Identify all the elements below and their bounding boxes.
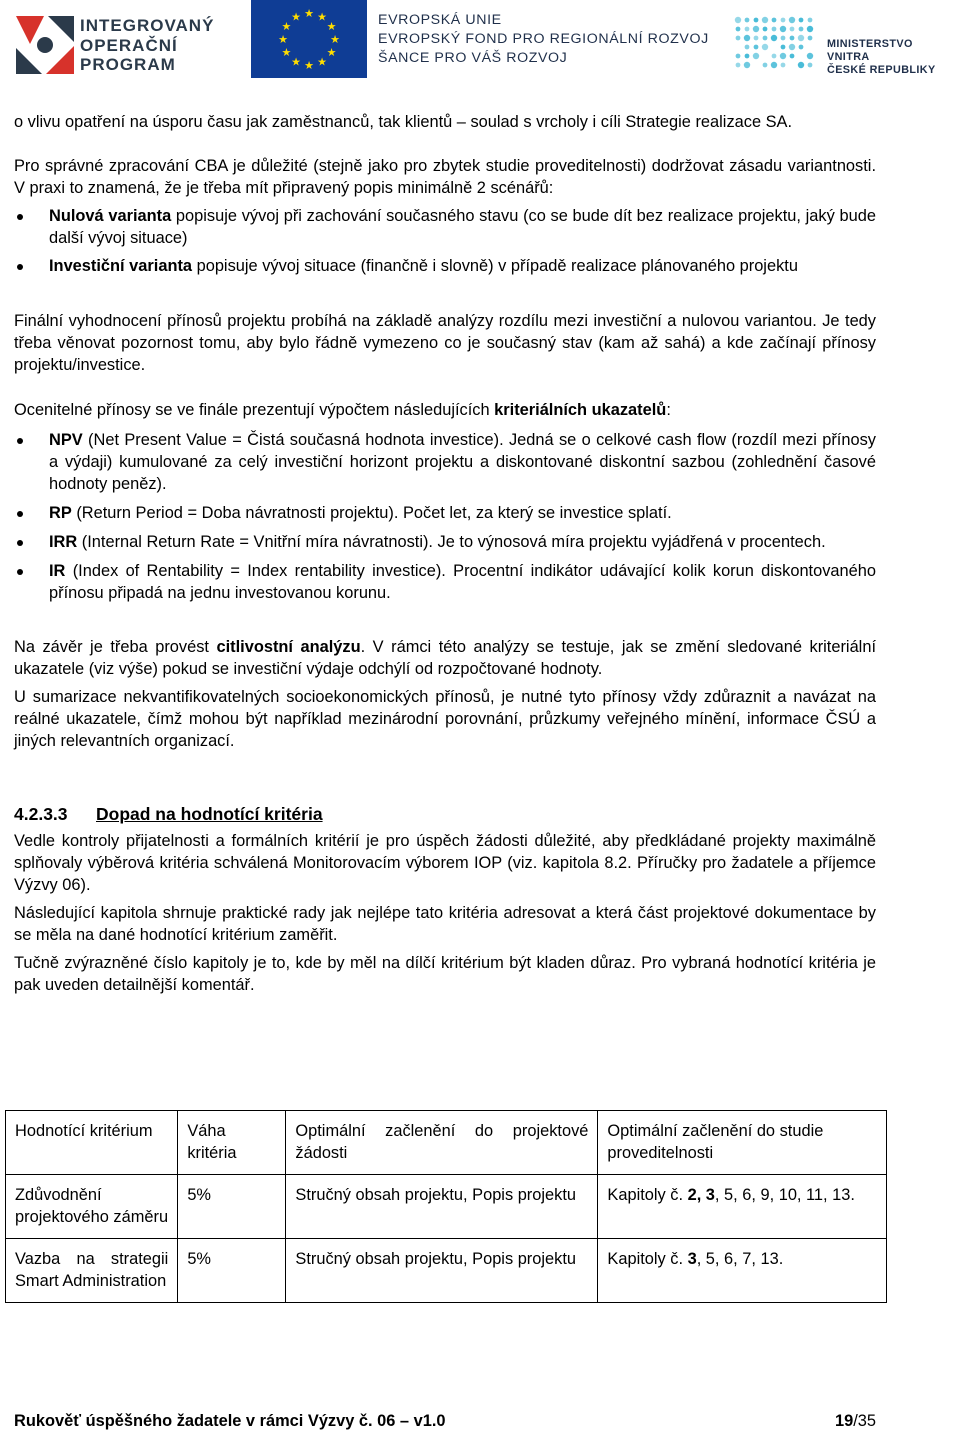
list-item — [14, 429, 876, 495]
iop-line-1: INTEGROVANÝ — [80, 16, 215, 35]
ministry-line-1: MINISTERSTVO VNITRA — [827, 38, 913, 63]
criterion-cell: Zdůvodnění projektového záměru — [6, 1175, 178, 1239]
ministry-wordmark — [827, 38, 956, 77]
indicator-term: RP — [49, 504, 72, 522]
indicator-term: IRR — [49, 533, 78, 551]
star-icon: ★ — [304, 8, 314, 20]
dot-shape — [744, 35, 750, 41]
eu-wordmark — [378, 11, 709, 68]
dot-shape — [808, 18, 813, 23]
scenario-term: Nulová varianta — [49, 207, 172, 225]
paragraph-chapter-summary: Následující kapitola shrnuje praktické rady jak nejlépe tato kritéria adresovat a která část projektové dokumentace by se měla na dané hodnotící kritérium zaměřit. — [14, 904, 876, 944]
scenario-text: popisuje vývoj situace (finančně i slovně) v případě realizace plánovaného projektu — [192, 257, 798, 275]
indicator-list — [14, 429, 876, 604]
indicator-term: NPV — [49, 431, 83, 449]
dot-shape — [762, 44, 768, 50]
dot-shape — [754, 36, 759, 41]
section-number: 4.2.3.3 — [14, 804, 68, 824]
placement-cell: Stručný obsah projektu, Popis projektu — [286, 1239, 598, 1303]
table-header-row — [6, 1111, 887, 1175]
header-cell: Hodnotící kritérium — [6, 1111, 178, 1175]
page-footer — [14, 1410, 876, 1432]
dot-shape — [780, 53, 786, 59]
criterion-cell: Vazba na strategii Smart Administration — [6, 1239, 178, 1303]
ministry-logo — [732, 14, 956, 74]
eu-line-3: ŠANCE PRO VÁŠ ROZVOJ — [378, 50, 568, 66]
sensitivity-term: citlivostní analýzu — [216, 638, 361, 656]
dot-shape — [754, 18, 759, 23]
list-item — [14, 531, 876, 553]
dot-shape — [736, 36, 741, 41]
indicator-text: (Internal Return Rate = Vnitřní míra návratnosti). Je to výnosová míra projektu vyjádřená v procentech. — [77, 533, 826, 551]
scenario-text: popisuje vývoj při zachování současného stavu (co se bude dít bez realizace projektu, jaký bude další vývoj situace) — [49, 207, 876, 247]
list-item — [14, 255, 876, 277]
eu-flag-icon — [251, 0, 367, 78]
list-item — [14, 205, 876, 249]
dot-shape — [763, 36, 768, 41]
list-item — [14, 502, 876, 524]
emphasized-chapters: 2, 3 — [687, 1186, 715, 1204]
study-cell: Kapitoly č. 2, 3, 5, 6, 9, 10, 11, 13. — [598, 1175, 887, 1239]
iop-wordmark — [80, 16, 214, 75]
dot-shape — [763, 63, 768, 68]
iop-line-3: PROGRAM — [80, 55, 176, 74]
star-icon: ★ — [317, 56, 327, 69]
page-current: 19 — [834, 1412, 854, 1430]
ministry-dots-icon — [732, 14, 822, 74]
dot-shape — [790, 54, 795, 59]
dot-shape — [808, 63, 813, 68]
scenario-list — [14, 205, 876, 277]
dot-shape — [798, 62, 804, 68]
dot-shape — [754, 45, 759, 50]
indicator-text: (Index of Rentability = Index rentability investice). Procentní indikátor udávající kolik korun diskontovaného přínosu připadá na jednu investovanou korunu. — [49, 562, 876, 602]
page-number: 19/35 — [834, 1412, 876, 1430]
star-icon: ★ — [304, 60, 314, 72]
paragraph-unquantifiable: U sumarizace nekvantifikovatelných socioekonomických přínosů, je nutné tyto přínosy vždy zdůraznit a navázat na reálné ukazatele, čímž mohou být například mezinárodní porovnání, průzkumy veřejného mínění, informace ČSÚ a jiných relevantních organizací. — [14, 688, 876, 750]
indicator-term: IR — [49, 562, 66, 580]
star-icon: ★ — [291, 11, 301, 24]
dot-shape — [772, 27, 777, 32]
header-cell: Optimální začlenění do projektové žádosti — [286, 1111, 598, 1175]
table-row — [6, 1175, 887, 1239]
eu-line-1: EVROPSKÁ UNIE — [378, 12, 502, 28]
placement-cell: Stručný obsah projektu, Popis projektu — [286, 1175, 598, 1239]
scenario-term: Investiční varianta — [49, 257, 193, 275]
dot-shape — [807, 53, 813, 59]
list-item — [14, 560, 876, 604]
star-icon: ★ — [291, 56, 301, 69]
dot-shape — [789, 17, 795, 23]
paragraph-bold-chapter-note: Tučně zvýrazněné číslo kapitoly je to, kde by měl na dílčí kritérium být kladen důraz. Pro vybraná hodnotící kritéria je pak uveden detailnější komentář. — [14, 954, 876, 994]
paragraph-sa-alignment: o vlivu opatření na úsporu času jak zaměstnanců, tak klientů – soulad s vrcholy i cíli Strategie realizace SA. — [14, 113, 793, 131]
weight-cell: 5% — [178, 1239, 286, 1303]
star-icon: ★ — [326, 47, 337, 59]
dot-shape — [744, 62, 750, 68]
dot-shape — [790, 36, 795, 41]
dot-shape — [781, 36, 786, 41]
section-title: Dopad na hodnotící kritéria — [96, 804, 323, 824]
dot-shape — [745, 18, 750, 23]
dot-shape — [781, 45, 786, 50]
footer-title: Rukověť úspěšného žadatele v rámci Výzvy č. 06 – v1.0 — [14, 1412, 446, 1430]
table-row — [6, 1239, 887, 1303]
dot-shape — [753, 53, 759, 59]
paragraph-sensitivity: Na závěr je třeba provést citlivostní analýzu. V rámci této analýzy se testuje, jak se změní sledované kriteriální ukazatele (viz výše) pokud se investiční výdaje odchýlí od rozpočtované hodnoty. — [14, 638, 876, 678]
dot-shape — [799, 45, 804, 50]
dot-shape — [772, 54, 777, 59]
page-total: 35 — [857, 1412, 876, 1430]
header-cell: Váha kritéria — [178, 1111, 286, 1175]
header-cell: Optimální začlenění do studie proveditelnosti — [598, 1111, 887, 1175]
criteria-table — [5, 1110, 887, 1303]
dot-shape — [807, 26, 813, 32]
dot-shape — [771, 35, 777, 41]
eu-stars-icon — [251, 0, 367, 78]
paragraph-final-evaluation: Finální vyhodnocení přínosů projektu probíhá na základě analýzy rozdílu mezi investiční a nulovou variantou. Je tedy třeba věnovat pozornost tomu, aby bylo řádně vymezeno co je současný stav (kam až sahá) a kde začínají přínosy projektu/investice. — [14, 312, 876, 374]
dot-shape — [736, 63, 741, 68]
dot-shape — [745, 54, 750, 59]
paragraph-criteria-intro: Vedle kontroly přijatelnosti a formálních kritérií je pro úspěch žádosti důležité, aby předkládané projekty maximálně splňovaly výběrová kritéria schválená Monitorovacím výborem IOP (viz. kapitola 8.2. Příručky pro žadatele a příjemce Výzvy 06). — [14, 832, 876, 894]
dot-shape — [771, 62, 777, 68]
page-header — [0, 0, 960, 80]
star-icon: ★ — [326, 21, 337, 33]
dot-shape — [763, 27, 768, 32]
dot-shape — [781, 18, 786, 23]
dot-shape — [772, 18, 777, 23]
indicator-text: (Return Period = Doba návratnosti projektu). Počet let, za který se investice splatí. — [71, 504, 672, 522]
iop-line-2: OPERAČNÍ — [80, 35, 178, 55]
dot-shape — [808, 36, 813, 41]
weight-cell: 5% — [178, 1175, 286, 1239]
paragraph-variants-intro: Pro správné zpracování CBA je důležité (stejně jako pro zbytek studie proveditelnosti) dodržovat zásadu variantnosti. V praxi to znamená, že je třeba mít připravený popis minimálně 2 scénářů: — [14, 157, 876, 197]
document-body — [14, 111, 876, 996]
dot-shape — [736, 54, 741, 59]
iop-emblem-icon — [14, 14, 76, 76]
paragraph-indicators-intro: Ocenitelné přínosy se ve finále prezentují výpočtem následujících kriteriálních ukazatelů: — [14, 401, 671, 419]
ministry-line-2: ČESKÉ REPUBLIKY — [827, 64, 936, 76]
dot-shape — [781, 63, 786, 68]
dot-shape — [789, 44, 795, 50]
dot-shape — [735, 17, 741, 23]
eu-line-2: EVROPSKÝ FOND PRO REGIONÁLNÍ ROZVOJ — [378, 31, 709, 47]
iop-logo — [14, 14, 219, 76]
star-icon: ★ — [330, 34, 340, 46]
dot-shape — [745, 45, 750, 50]
dot-shape — [780, 26, 786, 32]
dot-shape — [762, 17, 768, 23]
star-icon: ★ — [278, 34, 288, 46]
indicator-text: (Net Present Value = Čistá současná hodnota investice). Jedná se o celkové cash flow (rozdíl mezi přínosy a výdaji) kumulované za celý investiční horizont projektu a diskontované diskontní sazbou (zohlednění časové hodnoty peněz). — [49, 431, 876, 493]
dot-shape — [736, 27, 741, 32]
star-icon: ★ — [281, 47, 292, 59]
indicators-term: kriteriálních ukazatelů — [494, 401, 667, 419]
emphasized-chapters: 3 — [687, 1250, 697, 1268]
dot-shape — [799, 18, 804, 23]
dot-shape — [798, 35, 804, 41]
dot-shape — [799, 27, 804, 32]
study-cell: Kapitoly č. 3, 5, 6, 7, 13. — [598, 1239, 887, 1303]
dot-shape — [753, 26, 759, 32]
section-heading — [14, 802, 876, 826]
star-icon: ★ — [281, 21, 292, 33]
dot-shape — [745, 27, 750, 32]
dot-shape — [790, 27, 795, 32]
star-icon: ★ — [317, 11, 327, 24]
